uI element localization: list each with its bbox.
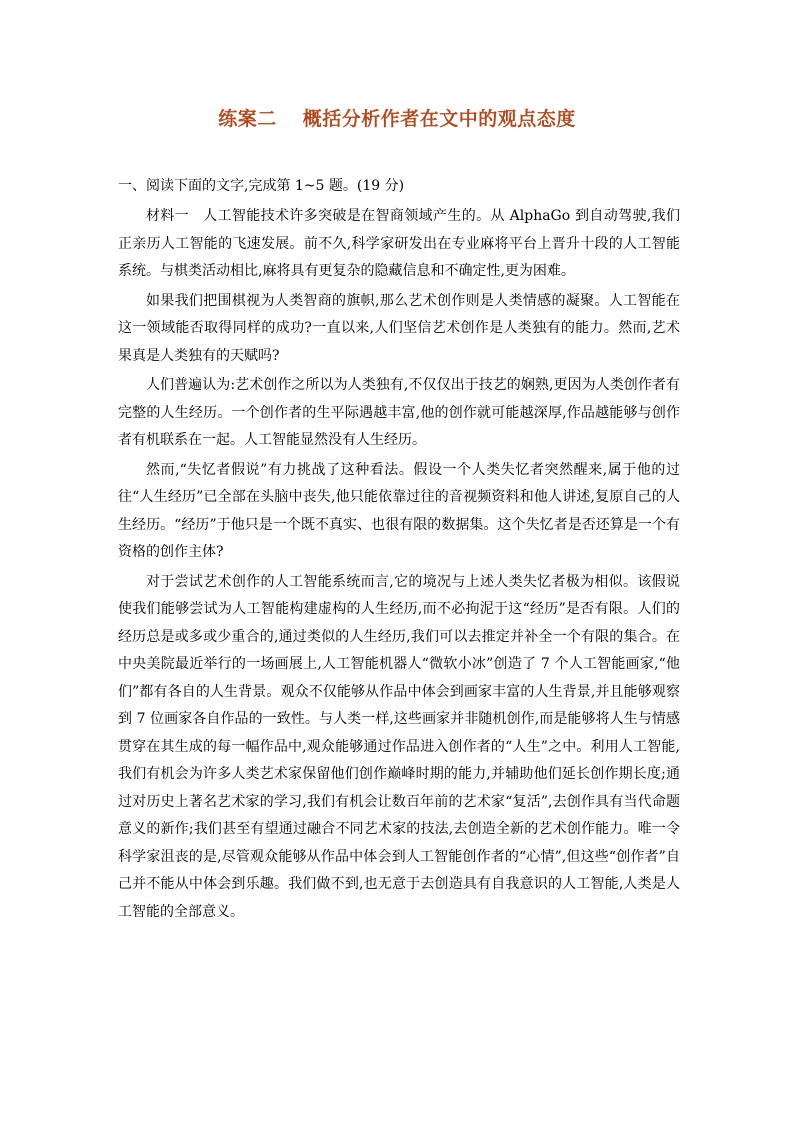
paragraph: 如果我们把围棋视为人类智商的旗帜,那么艺术创作则是人类情感的凝聚。人工智能在这一领域能否取得同样的成功?一直以来,人们坚信艺术创作是人类独有的能力。然而,艺术果真是人类独有的天赋吗? (118, 292, 680, 364)
paragraph: 人们普遍认为:艺术创作之所以为人类独有,不仅仅出于技艺的娴熟,更因为人类创作者有完整的人生经历。一个创作者的生平际遇越丰富,他的创作就可能越深厚,作品越能够与创作者有机联系在一起。人工智能显然没有人生经历。 (118, 377, 680, 448)
paragraph: 然而,“失忆者假说”有力挑战了这种看法。假设一个人类失忆者突然醒来,属于他的过往“人生经历”已全部在头脑中丧失,他只能依靠过往的音视频资料和他人讲述,复原自己的人生经历。“经历”于他只是一个既不真实、也很有限的数据集。这个失忆者是否还算是一个有资格的创作主体? (118, 461, 680, 560)
material-label: 材料一 (146, 208, 190, 224)
reading-material (118, 203, 680, 928)
title-part-2: 概括分析作者在文中的观点态度 (302, 108, 576, 130)
paragraph (118, 203, 680, 286)
paragraph-text: 人工智能技术许多突破是在智商领域产生的。从 AlphaGo 到自动驾驶,我们正亲历人工智能的飞速发展。前不久,科学家研发出在专业麻将平台上晋升十段的人工智能系统。与棋类活动相比,麻将具有更复杂的隐藏信息和不确定性,更为困难。 (118, 208, 681, 279)
title-part-1: 练案二 (218, 108, 277, 130)
question-header: 一、阅读下面的文字,完成第 1~5 题。(19 分) (118, 178, 405, 194)
paragraph: 对于尝试艺术创作的人工智能系统而言,它的境况与上述人类失忆者极为相似。该假说使我们能够尝试为人工智能构建虚构的人生经历,而不必拘泥于这“经历”是否有限。人们的经历总是或多或少重合的,通过类似的人生经历,我们可以去推定并补全一个有限的集合。在中央美院最近举行的一场画展上,人工智能机器人“微软小冰”创造了 7 个人工智能画家,“他们”都有各自的人生背景。观众不仅能够从作品中体会到画家丰富的人生背景,并且能够观察到 7 位画家各自作品的一致性。与人类一样,这些画家并非随机创作,而是能够将人生与情感贯穿在其生成的每一幅作品中,观众能够通过作品进入创作者的“人生”之中。利用人工智能,我们有机会为许多人类艺术家保留他们创作巅峰时期的能力,并辅助他们延长创作期长度;通过对历史上著名艺术家的学习,我们有机会让数百年前的艺术家“复活”,去创作具有当代命题意义的新作;我们甚至有望通过融合不同艺术家的技法,去创造全新的艺术创作能力。唯一令科学家沮丧的是,尽管观众能够从作品中体会到人工智能创作者的“心情”,但这些“创作者”自己并不能从中体会到乐趣。我们做不到,也无意于去创造具有自我意识的人工智能,人类是人工智能的全部意义。 (118, 573, 680, 920)
page-title (0, 104, 794, 131)
